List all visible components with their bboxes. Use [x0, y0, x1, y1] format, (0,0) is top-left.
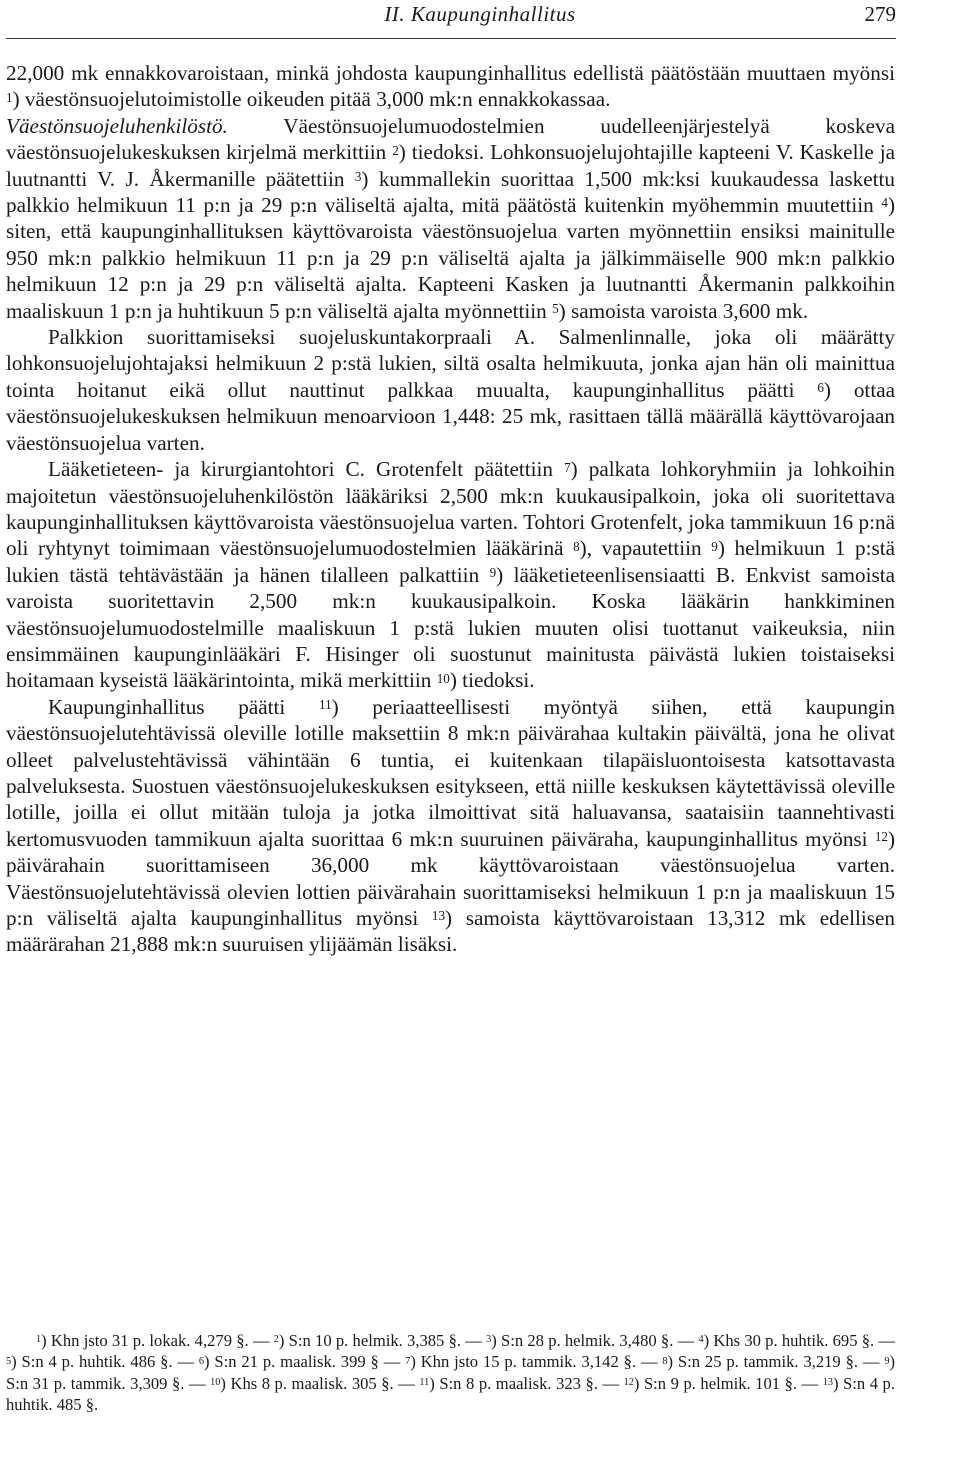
text-run: ) lääketieteenlisensiaatti B. Enkvist samoista varoista suoritettavin 2,500 mk:n kuukausipalkoin. Koska lääkärin hankkiminen väestönsuojelumuodostelmille maaliskuun 1 p:stä lukien muuten olisi tuottanut vaikeuksia, niin ensimmäinen kaupunginlääkäri F. Hisinger oli suostunut mainitusta päivästä lukien toistaiseksi hoitamaan kyseistä lääkärintointa, mikä merkittiin	[6, 562, 895, 693]
paragraph-5	[6, 694, 895, 958]
footnote-ref: 13	[431, 908, 446, 924]
text-run: ) samoista varoista 3,600 mk.	[558, 298, 809, 323]
footnote-ref: 7	[564, 459, 571, 475]
page-header	[0, 0, 960, 38]
footnote-text: ) Khn jsto 31 p. lokak. 4,279 §. —	[41, 1331, 274, 1350]
footnote-marker: 9	[884, 1355, 890, 1367]
header-rule	[6, 38, 896, 39]
text-run: ), vapautettiin	[579, 536, 712, 561]
footnote-ref: 1	[6, 89, 13, 105]
footnote-ref: 3	[354, 169, 362, 185]
paragraph-1	[6, 60, 895, 113]
footnote-ref: 4	[881, 195, 888, 211]
footnote-marker: 13	[822, 1377, 833, 1389]
footnote-ref: 8	[573, 538, 580, 554]
footnote-text: ) S:n 28 p. helmik. 3,480 §. —	[491, 1331, 699, 1350]
text-run: 22,000 mk ennakkovaroistaan, minkä johdosta kaupunginhallitus edellistä päätöstään muuttaen myönsi	[6, 61, 895, 85]
section-heading: Väestönsuojeluhenkilöstö.	[6, 113, 228, 138]
footnote-text: ) S:n 31 p. tammik. 3,309 §. —	[6, 1352, 895, 1393]
footnote-marker: 7	[405, 1355, 411, 1367]
footnote-text: ) S:n 8 p. maalisk. 323 §. —	[429, 1373, 624, 1393]
text-run: ) kummallekin suorittaa 1,500 mk:ksi kuukaudessa laskettu palkkio helmikuun 11 p:n ja 29 p:n väliseltä ajalta, mitä päätöstä kuitenkin myöhemmin muutettiin	[6, 166, 895, 218]
text-run: Palkkion suorittamiseksi suojeluskuntakorpraali A. Salmenlinnalle, joka oli määrätty lohkonsuojelujohtajaksi helmikuun 2 p:stä lukien, siltä osalta helmikuuta, jonka ajan hän oli mainittua tointa hoitanut eikä ollut nauttinut palkkaa muualta, kaupunginhallitus päätti	[6, 325, 895, 402]
paragraph-4	[6, 456, 895, 694]
text-run: ) palkata lohkoryhmiin ja lohkoihin majoitetun väestönsuojeluhenkilöstön lääkäriksi 2,500 mk:n kuukausipalkoin, joka oli suoritettava kaupunginhallituksen käyttövaroista väestönsuojelua varten. Tohtori Grotenfelt, joka tammikuun 16 p:nä oli ryhtynyt toimimaan väestönsuojelumuodostelmien lääkärinä	[6, 457, 896, 561]
footnote-marker: 2	[273, 1334, 279, 1346]
footnote-marker: 5	[6, 1355, 12, 1367]
footnotes	[6, 1330, 895, 1416]
footnote-text: ) Khs 8 p. maalisk. 305 §. —	[220, 1373, 420, 1393]
text-run: ) väestönsuojelutoimistolle oikeuden pitää 3,000 mk:n ennakkokassaa.	[12, 87, 611, 112]
footnote-text: ) S:n 4 p. huhtik. 485 §.	[6, 1373, 895, 1415]
text-run: Lääketieteen- ja kirurgiantohtori C. Grotenfelt päätettiin	[48, 457, 565, 482]
footnote-marker: 8	[662, 1355, 668, 1367]
footnote-marker: 10	[210, 1377, 221, 1389]
footnote-text: ) S:n 10 p. helmik. 3,385 §. —	[278, 1331, 487, 1350]
footnote-ref: 12	[874, 829, 888, 845]
text-run: ) helmikuun 1 p:stä lukien tästä tehtävästään ja hänen tilalleen palkattiin	[6, 536, 896, 587]
text-run: ) siten, että kaupunginhallituksen käyttövaroista väestönsuojelua varten myönnettiin ensiksi mainitulle 950 mk:n palkkio helmikuun 11 p:n ja 29 p:n väliseltä ajalta ja jälkimmäiselle 900 mk:n palkkio helmikuun 12 p:n ja 29 p:n väliseltä ajalta. Kapteeni Kasken ja luutnantti Åkermanin palkkoihin maaliskuun 1 p:n ja huhtikuun 5 p:n väliseltä ajalta myönnettiin	[6, 193, 895, 323]
running-head: II. Kaupunginhallitus	[384, 2, 576, 26]
footnote-text: ) S:n 9 p. helmik. 101 §. —	[633, 1373, 823, 1393]
text-run: ) samoista käyttövaroistaan 13,312 mk edellisen määrärahan 21,888 mk:n suuruisen ylijäämän lisäksi.	[6, 906, 895, 957]
body-text	[6, 60, 895, 958]
footnote-marker: 12	[623, 1377, 634, 1389]
footnote-ref: 10	[436, 670, 450, 686]
footnote-ref: 2	[392, 142, 399, 158]
text-run: ) päivärahain suorittamiseen 36,000 mk käyttövaroistaan väestönsuojelua varten. Väestönsuojelutehtävissä olevien lottien päivärahain suorittamiseksi helmikuun 1 p:n ja maaliskuun 15 p:n väliseltä ajalta kaupunginhallitus myönsi	[6, 826, 895, 930]
footnote-ref: 9	[711, 538, 718, 554]
page-number: 279	[864, 2, 896, 26]
footnote-text: ) S:n 25 p. tammik. 3,219 §. —	[667, 1352, 885, 1372]
text-run: ) ottaa väestönsuojelukeskuksen helmikuun menoarvioon 1,448: 25 mk, rasittaen tällä määrällä käyttövarojaan väestönsuojelua varten.	[6, 377, 896, 455]
footnote-ref: 9	[489, 565, 497, 581]
text-run: ) tiedoksi.	[449, 668, 535, 693]
paragraph-2	[6, 113, 895, 324]
footnote-text: ) Khn jsto 15 p. tammik. 3,142 §. —	[410, 1352, 663, 1372]
footnote-text: ) S:n 21 p. maalisk. 399 § —	[204, 1352, 406, 1372]
paragraph-3	[6, 324, 895, 456]
footnote-marker: 3	[486, 1334, 492, 1346]
footnote-marker: 11	[419, 1377, 430, 1389]
footnote-marker: 1	[36, 1334, 42, 1346]
footnote-ref: 5	[552, 301, 559, 317]
text-run: ) periaatteellisesti myöntyä siihen, että kaupungin väestönsuojelutehtävissä oleville lotille maksettiin 8 mk:n päivärahaa kultakin päivältä, jona he olivat olleet palvelustehtävissä vähintään 6 tuntia, ei kuitenkaan tilapäisluontoisesta katsottavasta palveluksesta. Suostuen väestönsuojelukeskuksen esitykseen, että niille keskuksen käytettävissä oleville lotille, joilla ei ollut mitään tuloja ja jotka ilmoittivat sitä haluavansa, saataisiin taannehtivasti kertomusvuoden tammikuun ajalta suorittaa 6 mk:n suuruinen päiväraha, kaupunginhallitus myönsi	[6, 694, 895, 851]
footnote-ref: 6	[817, 380, 824, 396]
footnote-marker: 4	[698, 1334, 704, 1346]
footnote-marker: 6	[198, 1355, 205, 1367]
text-run: ) tiedoksi. Lohkonsuojelujohtajille kapteeni V. Kaskelle ja luutnantti V. J. Åkermanille päätettiin	[6, 140, 895, 191]
footnote-block	[6, 1330, 895, 1416]
footnote-text: ) S:n 4 p. huhtik. 486 §. —	[11, 1352, 199, 1372]
text-run: Väestönsuojelumuodostelmien uudelleenjärjestelyä koskeva väestönsuojelukeskuksen kirjelmä merkittiin	[6, 113, 895, 165]
text-run: Kaupunginhallitus päätti	[48, 694, 320, 719]
footnote-ref: 11	[319, 697, 332, 713]
footnote-text: ) Khs 30 p. huhtik. 695 §. —	[703, 1331, 896, 1350]
